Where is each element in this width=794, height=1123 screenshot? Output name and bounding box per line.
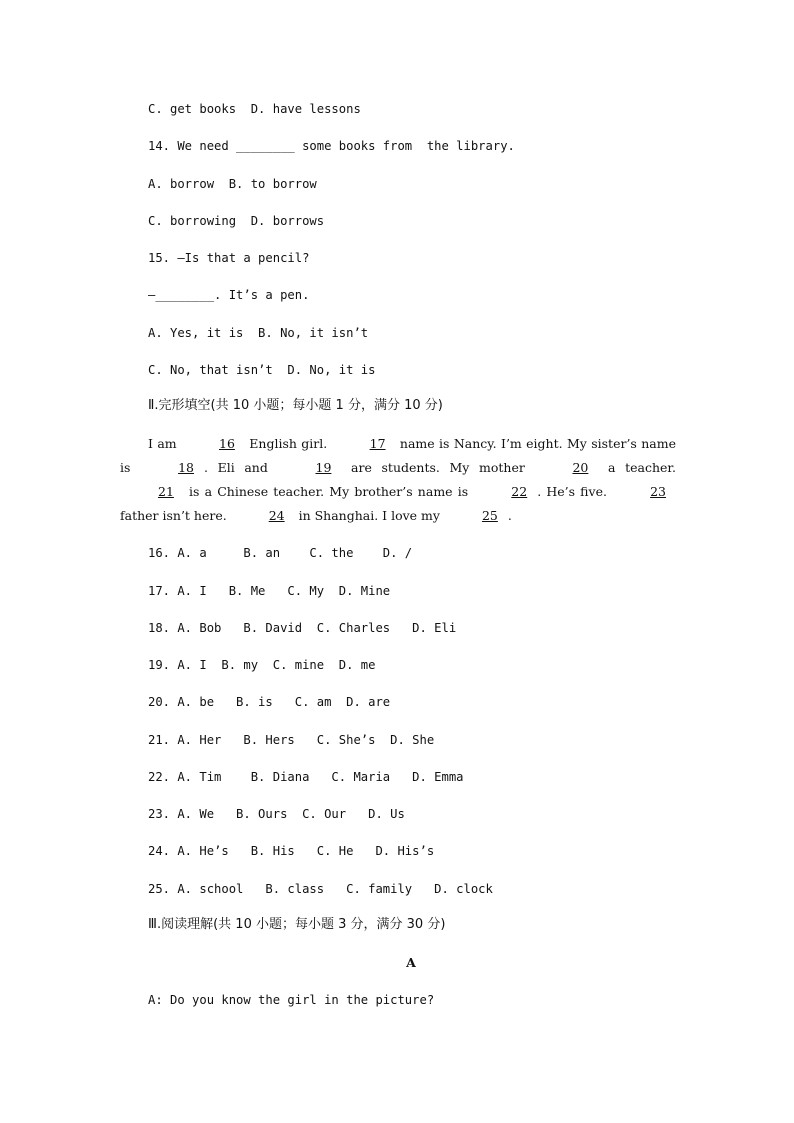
q16-options: 16. A. a B. an C. the D. / bbox=[148, 546, 413, 560]
passage-text: father isn’t here. bbox=[120, 508, 231, 523]
passage-text: . bbox=[507, 508, 512, 523]
q20-options: 20. A. be B. is C. am D. are bbox=[148, 695, 391, 709]
blank-23: 23 bbox=[650, 484, 666, 499]
blank-21: 21 bbox=[158, 484, 174, 499]
section-3-heading: Ⅲ.阅读理解(共 10 小题；每小题 3 分，满分 30 分) bbox=[148, 917, 446, 932]
q17-options: 17. A. I B. Me C. My D. Mine bbox=[148, 584, 391, 598]
passage-text: . Eli and bbox=[203, 460, 278, 475]
blank-17: 17 bbox=[369, 436, 386, 451]
passage-text: a teacher. bbox=[598, 460, 677, 475]
passage-text: is a Chinese teacher. My brother’s name is bbox=[183, 484, 474, 499]
q24-options: 24. A. He’s B. His C. He D. His’s bbox=[148, 844, 435, 858]
q14-options-ab: A. borrow B. to borrow bbox=[148, 177, 317, 191]
q15-options-ab: A. Yes, it is B. No, it isn’t bbox=[148, 326, 369, 340]
passage-text: . He’s five. bbox=[537, 484, 613, 499]
q18-options: 18. A. Bob B. David C. Charles D. Eli bbox=[148, 621, 457, 635]
q19-options: 19. A. I B. my C. mine D. me bbox=[148, 658, 376, 672]
q13-options-cd: C. get books D. have lessons bbox=[148, 102, 361, 116]
q15-reply: —________. It’s a pen. bbox=[148, 288, 310, 302]
dialogue-first-line: A: Do you know the girl in the picture? bbox=[148, 993, 435, 1007]
cloze-passage bbox=[120, 432, 676, 528]
q25-options: 25. A. school B. class C. family D. clock bbox=[148, 882, 493, 896]
q21-options: 21. A. Her B. Hers C. She’s D. She bbox=[148, 733, 435, 747]
passage-text: in Shanghai. I love my bbox=[294, 508, 444, 523]
section-2-heading: Ⅱ.完形填空(共 10 小题；每小题 1 分，满分 10 分) bbox=[148, 398, 443, 413]
blank-25: 25 bbox=[481, 508, 498, 523]
blank-18: 18 bbox=[178, 460, 194, 475]
blank-22: 22 bbox=[511, 484, 528, 499]
blank-20: 20 bbox=[572, 460, 589, 475]
blank-19: 19 bbox=[315, 460, 332, 475]
blank-16: 16 bbox=[219, 436, 235, 451]
passage-text: name is Nancy. I’m eight. My sister’s name is bbox=[120, 436, 676, 475]
q14-stem: 14. We need ________ some books from the library. bbox=[148, 139, 515, 153]
q14-options-cd: C. borrowing D. borrows bbox=[148, 214, 325, 228]
q15-options-cd: C. No, that isn’t D. No, it is bbox=[148, 363, 376, 377]
q22-options: 22. A. Tim B. Diana C. Maria D. Emma bbox=[148, 770, 464, 784]
passage-text: English girl. bbox=[244, 436, 332, 451]
q23-options: 23. A. We B. Ours C. Our D. Us bbox=[148, 807, 405, 821]
q15-stem: 15. —Is that a pencil? bbox=[148, 251, 310, 265]
blank-24: 24 bbox=[268, 508, 285, 523]
passage-a-label: A bbox=[406, 955, 416, 970]
passage-text: are students. My mother bbox=[341, 460, 535, 475]
passage-text: I am bbox=[148, 436, 181, 451]
